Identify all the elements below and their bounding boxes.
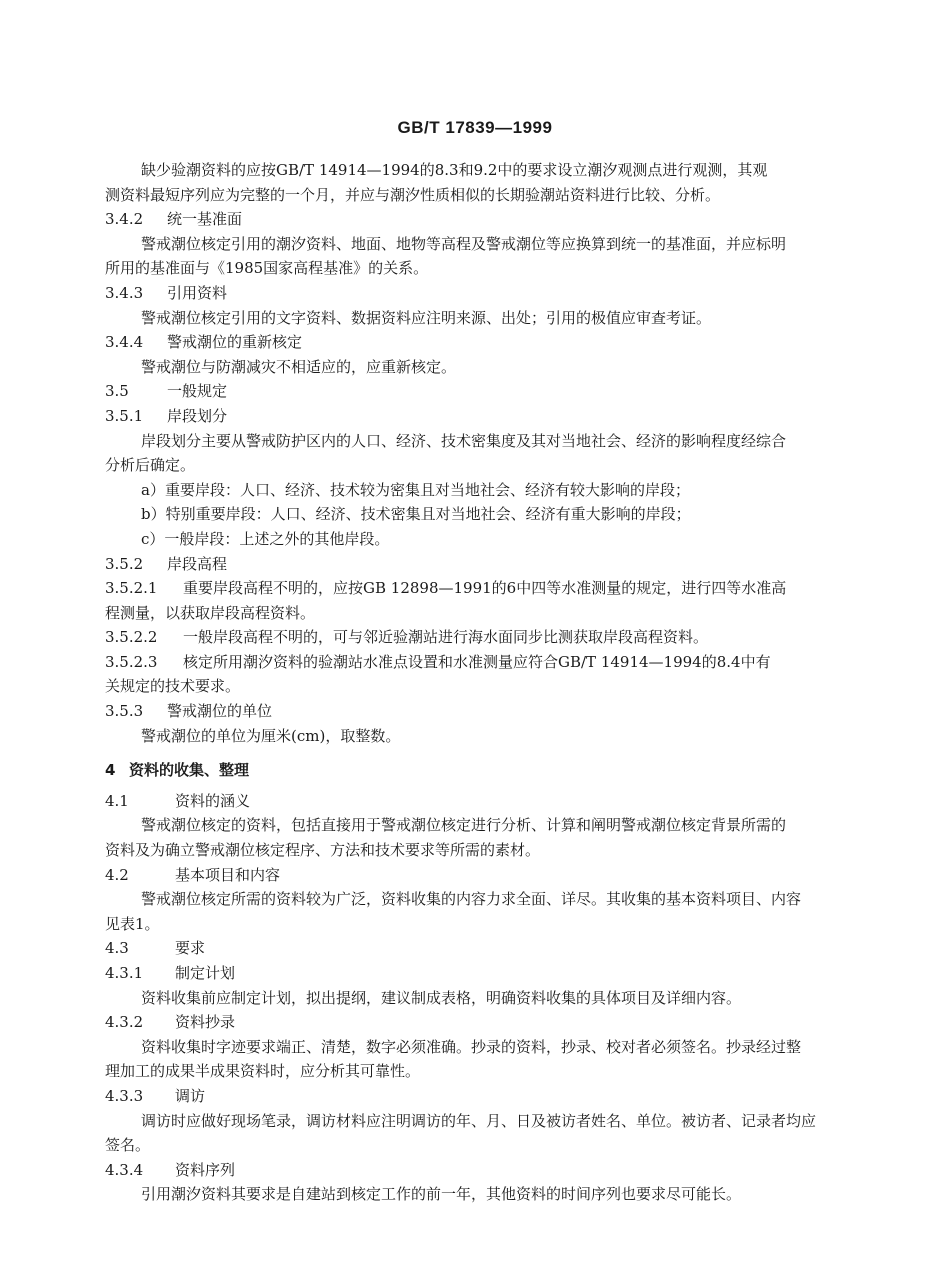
clause-heading (105, 404, 830, 429)
paragraph-line: 警戒潮位核定引用的文字资料、数据资料应注明来源、出处；引用的极值应审查考证。 (141, 308, 712, 327)
paragraph-line: 岸段划分主要从警戒防护区内的人口、经济、技术密集度及其对当地社会、经济的影响程度经综合 (141, 431, 787, 450)
clause-heading (105, 1010, 830, 1035)
paragraph-line: 关规定的技术要求。 (105, 677, 241, 696)
clause-number: 3.5.1 (105, 406, 144, 425)
paragraph-line: 警戒潮位核定的资料，包括直接用于警戒潮位核定进行分析、计算和阐明警戒潮位核定背景所需的 (141, 816, 787, 835)
clause-heading (105, 789, 830, 814)
document-body (105, 158, 830, 1207)
clause-number: 4.3.2 (105, 1013, 144, 1032)
paragraph-line: 警戒潮位与防潮减灾不相适应的，应重新核定。 (141, 357, 457, 376)
clause-heading (105, 576, 830, 601)
clause-number: 3.5.2.3 (105, 652, 158, 671)
clause-title: 一般岸段高程不明的，可与邻近验潮站进行海水面同步比测获取岸段高程资料。 (183, 628, 709, 647)
list-item: c）一般岸段：上述之外的其他岸段。 (141, 529, 390, 548)
clause-heading (105, 699, 830, 724)
paragraph-line: 缺少验潮资料的应按GB/T 14914—1994的8.3和9.2中的要求设立潮汐观测点进行观测，其观 (141, 161, 768, 179)
clause-number: 3.4.4 (105, 333, 144, 352)
paragraph-line: 所用的基准面与《1985国家高程基准》的关系。 (105, 259, 429, 278)
paragraph-line: 资料收集时字迹要求端正、清楚，数字必须准确。抄录的资料，抄录、校对者必须签名。抄录经过整 (141, 1037, 802, 1056)
clause-heading (105, 936, 830, 961)
clause-heading (105, 552, 830, 577)
clause-number: 4 (105, 761, 116, 780)
paragraph-line: 理加工的成果半成果资料时，应分析其可靠性。 (105, 1062, 421, 1081)
clause-title: 岸段高程 (167, 554, 228, 573)
section-heading (105, 758, 830, 783)
clause-number: 3.5 (105, 382, 129, 401)
clause-number: 3.5.2.2 (105, 628, 158, 647)
clause-title: 调访 (175, 1086, 206, 1105)
clause-heading (105, 625, 830, 650)
clause-heading (105, 379, 830, 404)
clause-number: 4.2 (105, 865, 129, 884)
clause-number: 3.5.3 (105, 702, 144, 721)
clause-number: 4.3.4 (105, 1160, 144, 1179)
clause-number: 3.5.2.1 (105, 579, 158, 598)
clause-number: 4.3.1 (105, 964, 144, 982)
paragraph-line: 资料收集前应制定计划，拟出提纲，建议制成表格，明确资料收集的具体项目及详细内容。 (141, 988, 742, 1007)
paragraph-line: 签名。 (105, 1136, 151, 1155)
clause-title: 岸段划分 (167, 406, 228, 425)
paragraph-line: 调访时应做好现场笔录，调访材料应注明调访的年、月、日及被访者姓名、单位。被访者、记录者均应 (141, 1111, 817, 1130)
clause-title: 引用资料 (167, 283, 228, 302)
clause-heading (105, 650, 830, 675)
clause-title: 要求 (175, 939, 206, 958)
clause-title: 资料的收集、整理 (129, 761, 250, 780)
clause-title: 一般规定 (167, 382, 228, 401)
clause-title: 资料序列 (175, 1160, 236, 1179)
clause-number: 3.4.2 (105, 210, 144, 229)
paragraph-line: 警戒潮位的单位为厘米(cm)，取整数。 (141, 726, 401, 745)
clause-title: 资料的涵义 (175, 791, 251, 810)
clause-heading (105, 1158, 830, 1183)
clause-heading (105, 207, 830, 232)
list-item: b）特别重要岸段：人口、经济、技术密集且对当地社会、经济有重大影响的岸段； (141, 505, 691, 524)
clause-number: 4.3.3 (105, 1086, 144, 1105)
clause-title: 统一基准面 (167, 210, 243, 229)
clause-title: 警戒潮位的单位 (167, 702, 273, 721)
paragraph-line: 分析后确定。 (105, 456, 196, 475)
list-item: a）重要岸段：人口、经济、技术较为密集且对当地社会、经济有较大影响的岸段； (141, 480, 690, 499)
clause-heading (105, 281, 830, 306)
clause-number: 4.3 (105, 939, 129, 958)
clause-title: 基本项目和内容 (175, 865, 281, 884)
clause-heading (105, 961, 830, 986)
paragraph-line: 引用潮汐资料其要求是自建站到核定工作的前一年，其他资料的时间序列也要求尽可能长。 (141, 1185, 742, 1204)
clause-title: 核定所用潮汐资料的验潮站水准点设置和水准测量应符合GB/T 14914—1994的8.4中有 (183, 652, 771, 671)
clause-number: 3.5.2 (105, 554, 144, 573)
clause-heading (105, 1084, 830, 1109)
clause-title: 警戒潮位的重新核定 (167, 333, 303, 352)
paragraph-line: 警戒潮位核定引用的潮汐资料、地面、地物等高程及警戒潮位等应换算到统一的基准面，并应标明 (141, 234, 787, 253)
clause-heading (105, 330, 830, 355)
clause-title: 制定计划 (175, 964, 236, 982)
clause-number: 3.4.3 (105, 283, 144, 302)
clause-number: 4.1 (105, 791, 129, 810)
paragraph-line: 警戒潮位核定所需的资料较为广泛，资料收集的内容力求全面、详尽。其收集的基本资料项目、内容 (141, 890, 802, 909)
clause-heading (105, 863, 830, 888)
clause-title: 重要岸段高程不明的，应按GB 12898—1991的6中四等水准测量的规定，进行四等水准高 (183, 579, 787, 598)
clause-title: 资料抄录 (175, 1013, 236, 1032)
page-header: GB/T 17839—1999 (397, 118, 553, 137)
paragraph-line: 测资料最短序列应为完整的一个月，并应与潮汐性质相似的长期验潮站资料进行比较、分析。 (105, 185, 721, 204)
paragraph-line: 资料及为确立警戒潮位核定程序、方法和技术要求等所需的素材。 (105, 841, 541, 860)
paragraph-line: 见表1。 (105, 914, 160, 933)
paragraph-line: 程测量，以获取岸段高程资料。 (105, 603, 316, 622)
